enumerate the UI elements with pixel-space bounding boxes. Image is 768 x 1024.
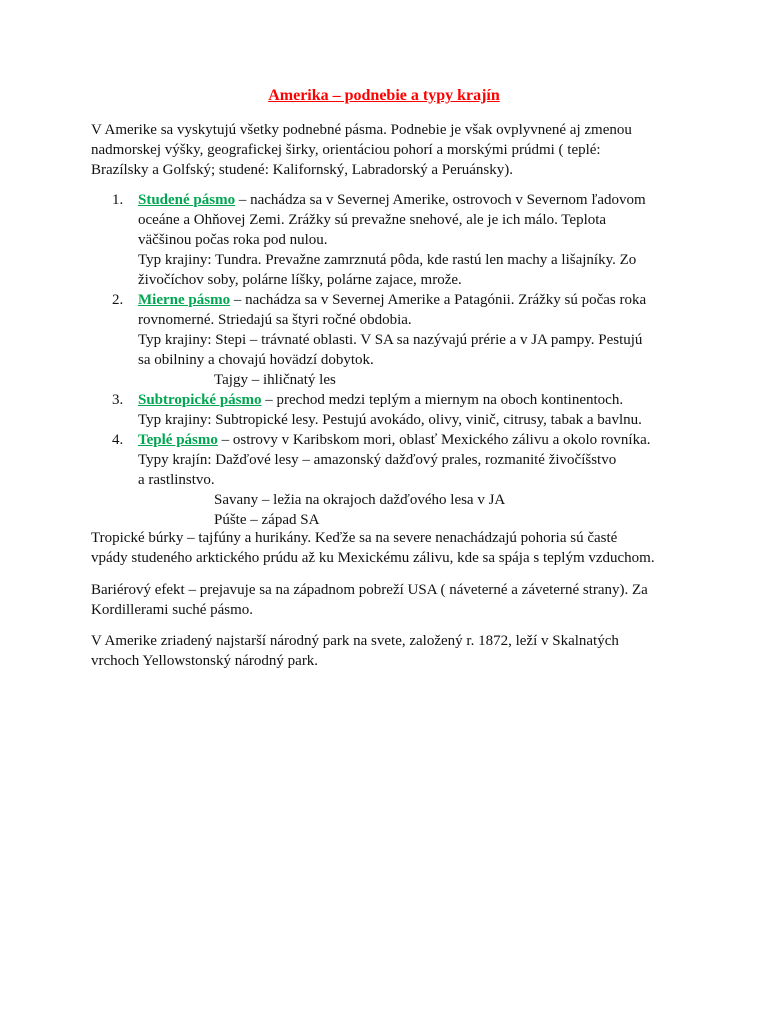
list-item-first-line xyxy=(138,290,692,310)
list-item xyxy=(112,390,692,430)
paragraph-tropical-storms xyxy=(91,528,691,568)
list-item-line: oceáne a Ohňovej Zemi. Zrážky sú prevažne snehové, ale je ich málo. Teplota xyxy=(138,212,607,228)
list-item-text: – nachádza sa v Severnej Amerike a Patagónii. Zrážky sú počas roka xyxy=(230,292,647,308)
list-item-first-line xyxy=(138,430,692,450)
paragraph-line: vpády studeného arktického prúdu až ku Mexickému zálivu, kde sa spája s teplým vzduchom. xyxy=(91,550,655,566)
list-number: 4. xyxy=(112,432,124,448)
paragraph-line: Tropické búrky – tajfúny a hurikány. Keďže sa na severe nenachádzajú pohoria sú časté xyxy=(91,530,618,546)
list-item-line: Typ krajiny: Stepi – trávnaté oblasti. V SA sa nazývajú prérie a v JA pampy. Pestujú xyxy=(138,332,643,348)
list-number: 1. xyxy=(112,192,124,208)
list-item-first-line xyxy=(138,390,692,410)
list-item xyxy=(112,190,692,290)
list-number: 2. xyxy=(112,292,124,308)
list-item-line: a rastlinstvo. xyxy=(138,472,215,488)
paragraph-line: vrchoch Yellowstonský národný park. xyxy=(91,653,319,669)
intro-line: nadmorskej výšky, geografickej širky, orientáciou pohorí a morskými prúdmi ( teplé: xyxy=(91,142,601,158)
list-item-first-line xyxy=(138,190,692,210)
list-item-text: – nachádza sa v Severnej Amerike, ostrovoch v Severnom ľadovom xyxy=(235,192,646,208)
list-item xyxy=(112,430,692,530)
list-item-line: živočíchov soby, polárne líšky, polárne zajace, mrože. xyxy=(138,272,462,288)
paragraph-line: Kordillerami suché pásmo. xyxy=(91,602,254,618)
climate-zone-list xyxy=(112,190,692,530)
list-item-line: väčšinou počas roka pod nulou. xyxy=(138,232,328,248)
list-item-text: – ostrovy v Karibskom mori, oblasť Mexického zálivu a okolo rovníka. xyxy=(217,432,651,448)
list-item xyxy=(112,290,692,390)
list-item-line: sa obilniny a chovajú hovädzí dobytok. xyxy=(138,352,374,368)
list-item-indented-line: Púšte – západ SA xyxy=(214,512,320,528)
intro-line: Brazílsky a Golfský; studené: Kalifornský, Labradorský a Peruánsky). xyxy=(91,162,513,178)
list-number: 3. xyxy=(112,392,124,408)
list-item-indented-line: Savany – ležia na okrajoch dažďového lesa v JA xyxy=(214,492,506,508)
paragraph-line: V Amerike zriadený najstarší národný park na svete, založený r. 1872, leží v Skalnatých xyxy=(91,633,619,649)
zone-term: Studené pásmo xyxy=(138,192,236,208)
list-item-line: rovnomerné. Striedajú sa štyri ročné obdobia. xyxy=(138,312,412,328)
list-item-line: Typ krajiny: Subtropické lesy. Pestujú avokádo, olivy, vinič, citrusy, tabak a bavlnu. xyxy=(138,412,642,428)
list-item-line: Typ krajiny: Tundra. Prevažne zamrznutá pôda, kde rastú len machy a lišajníky. Zo xyxy=(138,252,637,268)
paragraph-barrier-effect xyxy=(91,580,691,620)
zone-term: Subtropické pásmo xyxy=(138,392,262,408)
intro-line: V Amerike sa vyskytujú všetky podnebné pásma. Podnebie je však ovplyvnené aj zmenou xyxy=(91,122,632,138)
paragraph-line: Bariérový efekt – prejavuje sa na západnom pobreží USA ( náveterné a záveterné strany). Za xyxy=(91,582,648,598)
page-title: Amerika – podnebie a typy krajín xyxy=(268,87,500,104)
list-item-text: – prechod medzi teplým a miernym na oboch kontinentoch. xyxy=(261,392,624,408)
paragraph-national-park xyxy=(91,631,691,671)
list-item-line: Typy krajín: Dažďové lesy – amazonský dažďový prales, rozmanité živočíšstvo xyxy=(138,452,617,468)
list-item-indented-line: Tajgy – ihličnatý les xyxy=(214,372,336,388)
intro-paragraph xyxy=(91,120,691,180)
zone-term: Teplé pásmo xyxy=(138,432,218,448)
zone-term: Mierne pásmo xyxy=(138,292,231,308)
